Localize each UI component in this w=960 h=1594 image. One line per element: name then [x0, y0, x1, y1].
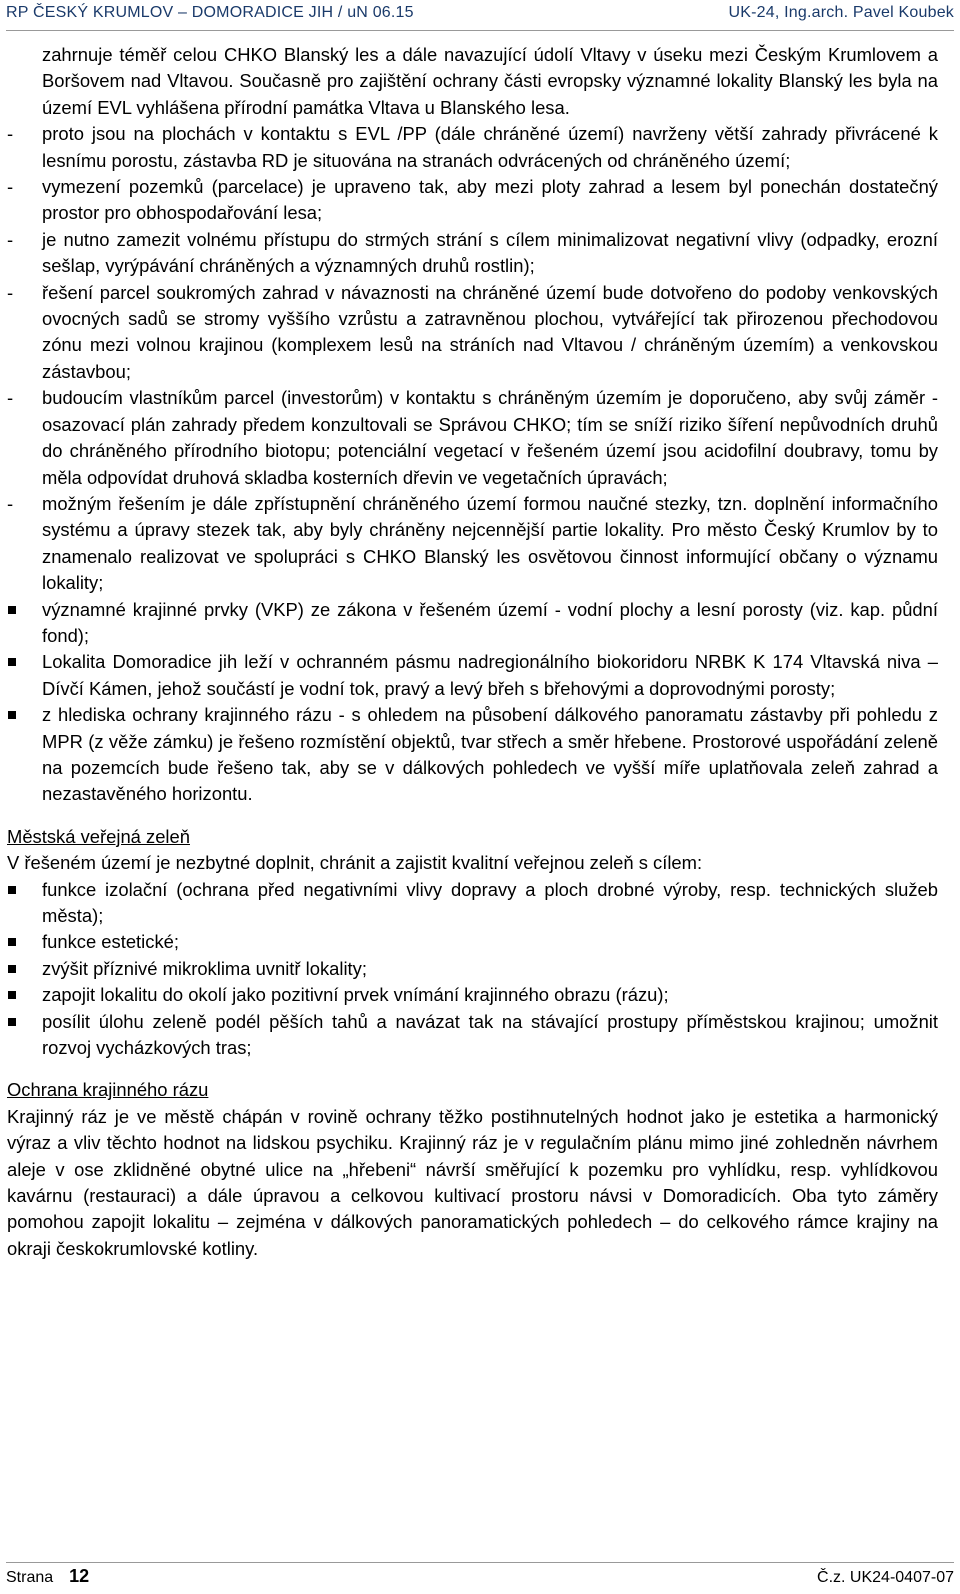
- square-bullet-icon: [7, 982, 42, 1008]
- section-lead-green: V řešeném území je nezbytné doplnit, chránit a zajistit kvalitní veřejnou zeleň s cílem:: [7, 852, 703, 874]
- section-heading-green: Městská veřejná zeleň: [7, 825, 190, 847]
- list-item: [7, 956, 938, 982]
- document-body: [7, 42, 938, 1262]
- list-item: [7, 702, 938, 808]
- bullet-list-green: [7, 877, 938, 1062]
- list-item-text: zapojit lokalitu do okolí jako pozitivní prvek vnímání krajinného obrazu (rázu);: [42, 984, 669, 1006]
- page-footer: [6, 1566, 954, 1587]
- dash-list: [7, 121, 938, 596]
- square-bullet-icon: [7, 956, 42, 982]
- list-item-text: je nutno zamezit volnému přístupu do strmých strání s cílem minimalizovat negativní vlivy (odpadky, erozní sešlap, vyrýpávání chráněných a významných druhů rostlin);: [42, 228, 938, 277]
- list-item-text: z hlediska ochrany krajinného rázu - s ohledem na působení dálkového panoramatu zástavby při pohledu z MPR (z věže zámku) je řešeno rozmístění objektů, tvar střech a směr hřebene. Prostorové uspořádání zeleně na pozemcích bude řešeno tak, aby se v dálkových pohledech ve vyšší míře uplatňovala zeleň zahrad a nezastavěného horizontu.: [42, 704, 938, 805]
- square-bullet-icon: [7, 649, 42, 702]
- square-bullet-icon: [7, 929, 42, 955]
- header-author: UK-24, Ing.arch. Pavel Koubek: [728, 4, 954, 21]
- page-label: Strana: [6, 1569, 54, 1586]
- list-item: [7, 982, 938, 1008]
- list-item: [7, 121, 938, 174]
- list-item-text: zvýšit příznivé mikroklima uvnitř lokality;: [42, 957, 367, 979]
- dash-marker: -: [7, 123, 14, 145]
- list-item: [7, 649, 938, 702]
- square-bullet-icon: [7, 597, 42, 650]
- dash-marker: -: [7, 492, 14, 514]
- square-bullet-icon: [7, 702, 42, 808]
- section-gap: [7, 808, 938, 824]
- list-item: [7, 227, 938, 280]
- list-item: [7, 491, 938, 597]
- header-divider: [6, 30, 954, 31]
- dash-marker: -: [7, 387, 14, 409]
- dash-marker: -: [7, 281, 14, 303]
- list-item-text: možným řešením je dále zpřístupnění chráněného území formou naučné stezky, tzn. doplnění informačního systému a úpravy stezek tak, aby byly chráněny nejcennější partie lokality. Pro město Český Krumlov by to znamenalo realizovat ve spolupráci s CHKO Blanský les osvětovou činnost informující občany o významu lokality;: [42, 492, 938, 594]
- dash-marker: -: [7, 228, 14, 250]
- list-item-text: významné krajinné prvky (VKP) ze zákona v řešeném území - vodní plochy a lesní porosty (viz. kap. půdní fond);: [42, 598, 938, 646]
- section-heading-landscape: Ochrana krajinného rázu: [7, 1079, 209, 1101]
- square-bullet-icon: [7, 877, 42, 930]
- list-item-text: Lokalita Domoradice jih leží v ochranném pásmu nadregionálního biokoridoru NRBK K 174 Vltavská niva – Dívčí Kámen, jehož součástí je vodní tok, pravý a levý břeh s břehovými a doprovodnými porosty;: [42, 651, 938, 699]
- list-item: [7, 385, 938, 491]
- page-indicator: [6, 1566, 89, 1587]
- list-item-text: proto jsou na plochách v kontaktu s EVL /PP (dále chráněné území) navrženy větší zahrady přivrácené k lesnímu porostu, zástavba RD je situována na stranách odvrácených od chráněného území;: [42, 123, 938, 171]
- dash-marker: -: [7, 176, 14, 198]
- intro-paragraph: zahrnuje téměř celou CHKO Blanský les a dále navazující údolí Vltavy v úseku mezi Českým Krumlovem a Boršovem nad Vltavou. Současně pro zajištění ochrany části evropsky významné lokality Blanský les byla na území EVL vyhlášena přírodní památka Vltava u Blanského lesa.: [42, 44, 938, 118]
- section-text-landscape: Krajinný ráz je ve městě chápán v rovině ochrany těžko postihnutelných hodnot jako je estetika a harmonický výraz a vliv těchto hodnot na lidskou psychiku. Krajinný ráz je v regulačním plánu mimo jiné zohledněn návrhem aleje v ose zklidněné obytné ulice na „hřebeni“ návrší směřující k pozemku pro vyhlídku, resp. vyhlídkovou kavárnu (restauraci) a dále úpravou a celkovou kultivací prostoru návsi v Domoradicích. Oba tyto záměry pomohou zapojit lokalitu – zejména v dálkových panoramatických pohledech – do celkového rámce krajiny na okraji českokrumlovské kotliny.: [7, 1105, 938, 1259]
- footer-divider: [6, 1562, 954, 1563]
- list-item-text: řešení parcel soukromých zahrad v návaznosti na chráněné území bude dotvořeno do podoby venkovských ovocných sadů se stromy vyššího vzrůstu a zatravněnou plochou, vytvářející tak přirozenou přechodovou zónu mezi volnou krajinou (komplexem lesů na stráních nad Vltavou / chráněným územím) a venkovskou zástavbou;: [42, 281, 938, 382]
- list-item-text: posílit úlohu zeleně podél pěších tahů a navázat tak na stávající prostupy příměstskou krajinou; umožnit rozvoj vycházkových tras;: [42, 1010, 938, 1059]
- list-item: [7, 877, 938, 930]
- header-title: RP ČESKÝ KRUMLOV – DOMORADICE JIH / uN 06.15: [6, 4, 414, 21]
- list-item-text: budoucím vlastníkům parcel (investorům) v kontaktu s chráněným územím je doporučeno, aby svůj záměr - osazovací plán zahrady předem konzultovali se Správou CHKO; tím se sníží riziko šíření nepůvodních druhů do chráněného přírodního biotopu; potenciální vegetací v řešeném území jsou acidofilní doubravy, tomu by měla odpovídat druhová skladba kosterních dřevin ve vegetačních úpravách;: [42, 387, 938, 488]
- section-gap: [7, 1061, 938, 1077]
- page-header: [6, 4, 954, 32]
- bullet-list-protection: [7, 597, 938, 808]
- list-item-text: funkce estetické;: [42, 931, 179, 953]
- page-number: 12: [69, 1566, 90, 1586]
- list-item: [7, 280, 938, 386]
- list-item: [7, 1009, 938, 1062]
- document-number: Č.z. UK24-0407-07: [817, 1569, 954, 1586]
- list-item-text: funkce izolační (ochrana před negativními vlivy dopravy a ploch drobné výroby, resp. technických služeb města);: [42, 878, 938, 926]
- list-item: [7, 597, 938, 650]
- list-item: [7, 174, 938, 227]
- list-item-text: vymezení pozemků (parcelace) je upraveno tak, aby mezi ploty zahrad a lesem byl ponechán dostatečný prostor pro obhospodařování lesa;: [42, 176, 938, 224]
- list-item: [7, 929, 938, 955]
- square-bullet-icon: [7, 1009, 42, 1062]
